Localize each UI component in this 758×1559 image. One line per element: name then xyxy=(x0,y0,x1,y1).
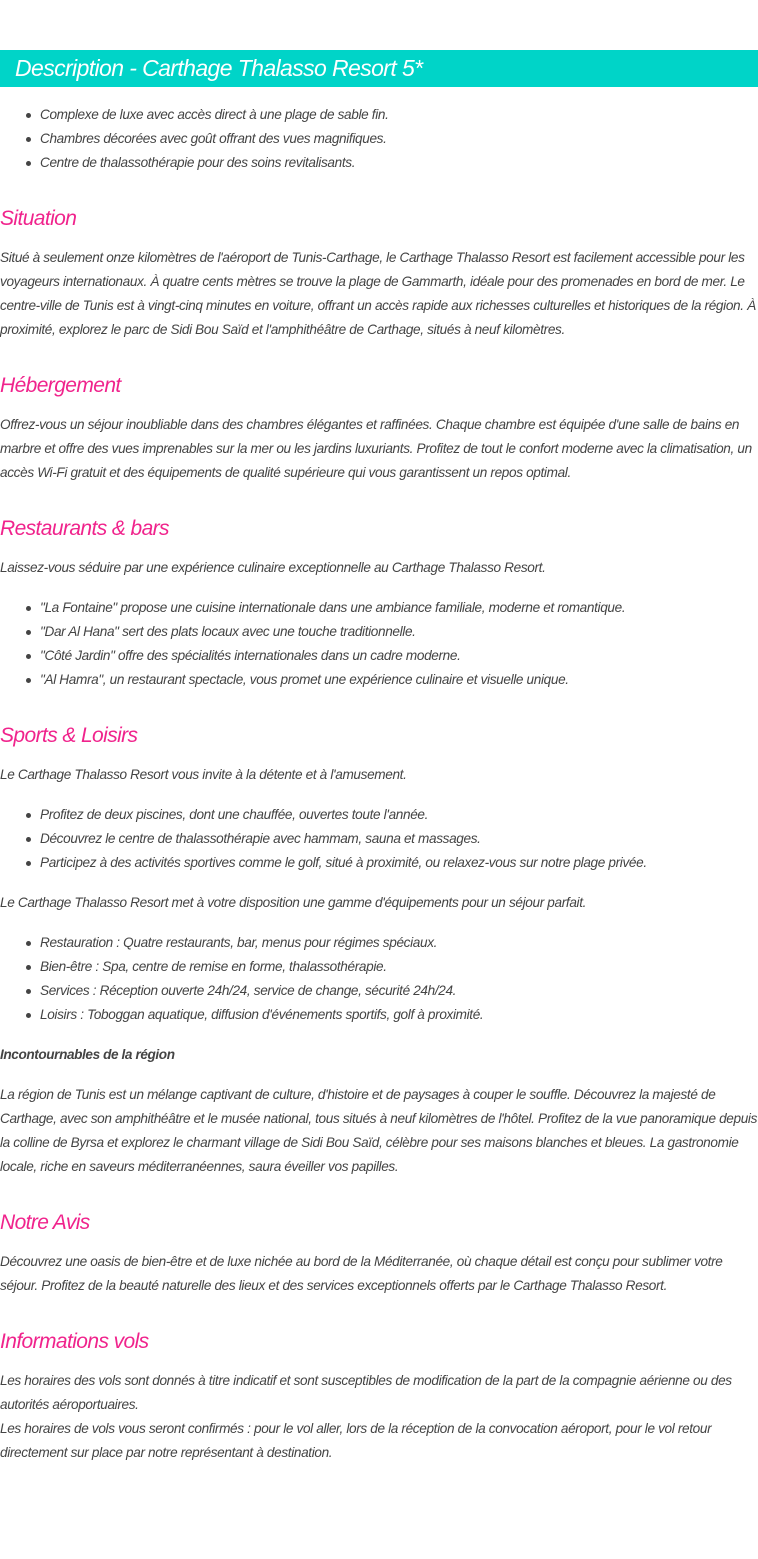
section-heading: Informations vols xyxy=(0,1330,149,1353)
list-item: "La Fontaine" propose une cuisine internationale dans une ambiance familiale, moderne et romantique. xyxy=(40,596,758,620)
situation-text: Situé à seulement onze kilomètres de l'aéroport de Tunis-Carthage, le Carthage Thalasso Resort est facilement accessible pour les voyageurs internationaux. À quatre cents mètres se trouve la plage de Gammarth, idéale pour des promenades en bord de mer. Le centre-ville de Tunis est à vingt-cinq minutes en voiture, offrant un accès rapide aux richesses culturelles et historiques de la région. À proximité, explorez le parc de Sidi Bou Saïd et l'amphithéâtre de Carthage, situés à neuf kilomètres. xyxy=(0,250,756,337)
list-item: Centre de thalassothérapie pour des soins revitalisants. xyxy=(40,151,758,175)
list-item: Participez à des activités sportives comme le golf, situé à proximité, ou relaxez-vous sur notre plage privée. xyxy=(40,851,758,875)
sports-intro: Le Carthage Thalasso Resort vous invite à la détente et à l'amusement. xyxy=(0,767,407,782)
section-heading: Situation xyxy=(0,207,77,230)
equipment-list xyxy=(0,931,758,1027)
section-heading: Sports & Loisirs xyxy=(0,724,138,747)
vols-text-2: Les horaires de vols vous seront confirmés : pour le vol aller, lors de la réception de la convocation aéroport, pour le vol retour directement sur place par notre représentant à destination. xyxy=(0,1421,712,1460)
list-item: Découvrez le centre de thalassothérapie avec hammam, sauna et massages. xyxy=(40,827,758,851)
hebergement-text: Offrez-vous un séjour inoubliable dans des chambres élégantes et raffinées. Chaque chambre est équipée d'une salle de bains en marbre et offre des vues imprenables sur la mer ou les jardins luxuriants. Profitez de tout le confort moderne avec la climatisation, un accès Wi-Fi gratuit et des équipements de qualité supérieure qui vous garantissent un repos optimal. xyxy=(0,417,752,480)
list-item: Profitez de deux piscines, dont une chauffée, ouvertes toute l'année. xyxy=(40,803,758,827)
restaurants-intro: Laissez-vous séduire par une expérience culinaire exceptionnelle au Carthage Thalasso Resort. xyxy=(0,560,546,575)
region-text: La région de Tunis est un mélange captivant de culture, d'histoire et de paysages à couper le souffle. Découvrez la majesté de Carthage, avec son amphithéâtre et le musée national, tous situés à neuf kilomètres de l'hôtel. Profitez de la vue panoramique depuis la colline de Byrsa et explorez le charmant village de Sidi Bou Saïd, célèbre pour ses maisons blanches et bleues. La gastronomie locale, riche en saveurs méditerranéennes, saura éveiller vos papilles. xyxy=(0,1087,758,1174)
list-item: Bien-être : Spa, centre de remise en forme, thalassothérapie. xyxy=(40,955,758,979)
title-bar xyxy=(0,50,758,87)
avis-text: Découvrez une oasis de bien-être et de luxe nichée au bord de la Méditerranée, où chaque détail est conçu pour sublimer votre séjour. Profitez de la beauté naturelle des lieux et des services exceptionnels offerts par le Carthage Thalasso Resort. xyxy=(0,1254,723,1293)
list-item: Services : Réception ouverte 24h/24, service de change, sécurité 24h/24. xyxy=(40,979,758,1003)
section-heading: Notre Avis xyxy=(0,1211,90,1234)
page-title: Description - Carthage Thalasso Resort 5* xyxy=(15,55,423,81)
situation-section xyxy=(0,205,758,342)
equipment-intro: Le Carthage Thalasso Resort met à votre disposition une gamme d'équipements pour un séjour parfait. xyxy=(0,895,587,910)
list-item: "Dar Al Hana" sert des plats locaux avec une touche traditionnelle. xyxy=(40,620,758,644)
highlights-list xyxy=(0,103,758,175)
list-item: "Côté Jardin" offre des spécialités internationales dans un cadre moderne. xyxy=(40,644,758,668)
restaurants-section xyxy=(0,515,758,692)
section-heading: Hébergement xyxy=(0,374,121,397)
sports-list xyxy=(0,803,758,875)
restaurants-list xyxy=(0,596,758,692)
hebergement-section xyxy=(0,372,758,485)
list-item: Chambres décorées avec goût offrant des vues magnifiques. xyxy=(40,127,758,151)
avis-section xyxy=(0,1209,758,1298)
vols-text-1: Les horaires des vols sont donnés à titre indicatif et sont susceptibles de modification de la part de la compagnie aérienne ou des autorités aéroportuaires. xyxy=(0,1373,732,1412)
section-heading: Restaurants & bars xyxy=(0,517,169,540)
list-item: Restauration : Quatre restaurants, bar, menus pour régimes spéciaux. xyxy=(40,931,758,955)
vols-section xyxy=(0,1328,758,1465)
list-item: "Al Hamra", un restaurant spectacle, vous promet une expérience culinaire et visuelle unique. xyxy=(40,668,758,692)
list-item: Complexe de luxe avec accès direct à une plage de sable fin. xyxy=(40,103,758,127)
region-subheading: Incontournables de la région xyxy=(0,1047,175,1062)
sports-section xyxy=(0,722,758,1179)
list-item: Loisirs : Toboggan aquatique, diffusion d'événements sportifs, golf à proximité. xyxy=(40,1003,758,1027)
